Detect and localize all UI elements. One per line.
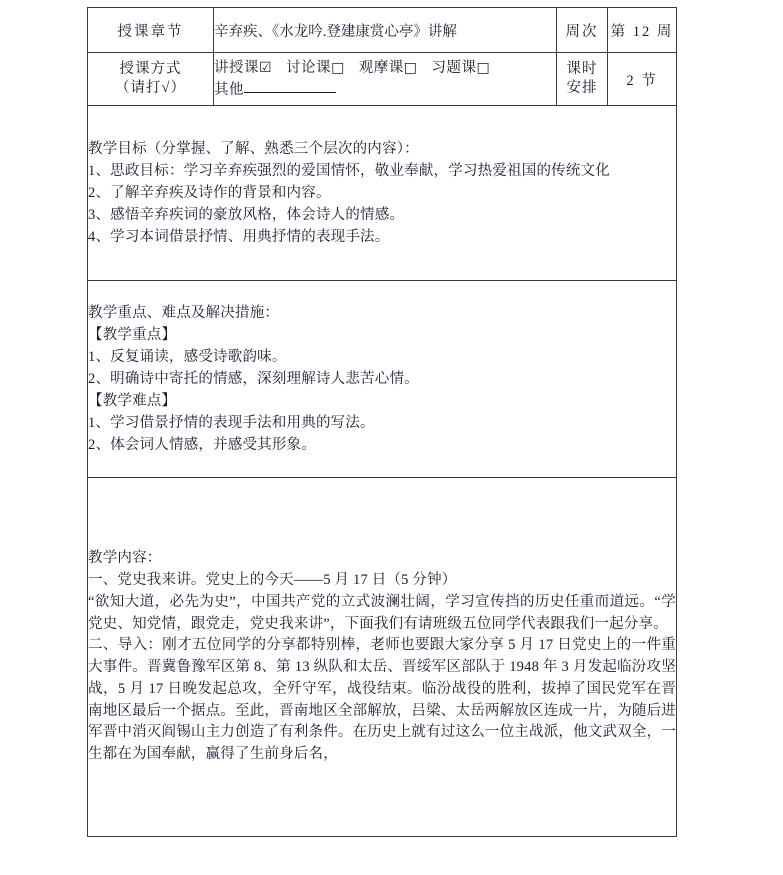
keypoints-difficulty-item-2: 2、体会词人情感，并感受其形象。 bbox=[88, 437, 316, 454]
keypoints-difficulty-item-1: 1、学习借景抒情的表现手法和用典的写法。 bbox=[88, 415, 375, 432]
content-paragraph-two: 二、导入：刚才五位同学的分享都特别棒，老师也要跟大家分享 5 月 17 日党史上的一件重大事件。晋冀鲁豫军区第 8、第 13 纵队和太岳、晋绥军区部队于 1948 年 3 月发起临汾攻坚战，5 月 17 日晚发起总攻，全歼守军，战役结束。临汾战役的胜利，拔掉了国民党军在晋南地区最后一个据点。至此，晋南地区全部解放，吕梁、太岳两解放区连成一片，为随后进军晋中消灭阎锡山主力创造了有利条件。在历史上就有过这么一位主战派，他文武双全，一生都在为国奉献，赢得了生前身后名， bbox=[88, 637, 676, 762]
method-option-observation-label: 观摩课 bbox=[358, 59, 404, 76]
method-label-line2: （请打√） bbox=[115, 80, 186, 96]
method-option-discussion-checkbox[interactable]: □ bbox=[331, 59, 345, 76]
week-value-cell bbox=[608, 8, 677, 53]
objectives-item-2: 2、了解辛弃疾及诗作的背景和内容。 bbox=[88, 184, 331, 201]
method-other-row bbox=[214, 79, 556, 101]
hours-value: 2 节 bbox=[626, 72, 658, 89]
table-row-objectives bbox=[88, 106, 677, 281]
method-option-observation-checkbox[interactable]: □ bbox=[403, 59, 418, 76]
keypoints-difficulty-title: 【教学难点】 bbox=[88, 393, 177, 410]
hours-value-cell bbox=[608, 53, 677, 106]
lesson-plan-table bbox=[87, 7, 677, 837]
content-cell bbox=[88, 478, 677, 837]
objectives-heading: 教学目标（分掌握、了解、熟悉三个层次的内容）： bbox=[88, 140, 419, 157]
method-option-exercise-checkbox[interactable]: □ bbox=[476, 59, 491, 76]
chapter-label-cell bbox=[88, 8, 214, 53]
keypoints-focus-title: 【教学重点】 bbox=[88, 326, 177, 343]
chapter-value-cell bbox=[214, 8, 557, 53]
method-other-input[interactable] bbox=[244, 79, 336, 94]
method-label-cell bbox=[88, 53, 214, 106]
method-options-row bbox=[214, 58, 556, 79]
week-value: 第 12 周 bbox=[610, 23, 674, 40]
method-option-lecture-checkbox[interactable]: ☑ bbox=[259, 59, 273, 76]
table-row-keypoints bbox=[88, 281, 677, 478]
objectives-item-4: 4、学习本词借景抒情、用典抒情的表现手法。 bbox=[88, 229, 390, 246]
table-row-content bbox=[88, 478, 677, 837]
method-option-exercise-label: 习题课 bbox=[431, 59, 477, 76]
chapter-value: 辛弃疾、《水龙吟.登建康赏心亭》讲解 bbox=[214, 23, 457, 40]
method-label-line1: 授课方式 bbox=[119, 61, 182, 78]
objectives-cell bbox=[88, 106, 677, 281]
content-section-one: 一、党史我来讲。党史上的今天——5 月 17 日（5 分钟） bbox=[88, 572, 457, 588]
method-option-discussion-label: 讨论课 bbox=[286, 59, 332, 76]
hours-label-line2: 安排 bbox=[566, 80, 598, 96]
table-row-method bbox=[88, 53, 677, 106]
keypoints-heading: 教学重点、难点及解决措施： bbox=[88, 304, 280, 321]
method-other-label: 其他 bbox=[214, 81, 244, 98]
table-row-chapter bbox=[88, 8, 677, 53]
objectives-item-3: 3、感悟辛弃疾词的豪放风格，体会诗人的情感。 bbox=[88, 207, 405, 224]
hours-label-line1: 课时 bbox=[566, 61, 598, 78]
content-heading: 教学内容： bbox=[88, 550, 162, 567]
chapter-label: 授课章节 bbox=[117, 23, 184, 40]
method-options-cell bbox=[214, 53, 557, 106]
keypoints-cell bbox=[88, 281, 677, 478]
keypoints-focus-item-2: 2、明确诗中寄托的情感，深刻理解诗人悲苦心情。 bbox=[88, 370, 419, 387]
objectives-item-1: 1、思政目标：学习辛弃疾强烈的爱国情怀，敬业奉献，学习热爱祖国的传统文化 bbox=[88, 162, 610, 179]
content-paragraph-one: “欲知大道，必先为史”，中国共产党的立式波澜壮阔，学习宣传挡的历史任重而道远。“学党史、知党情，跟党走，党史我来讲”，下面我们有请班级五位同学代表跟我们一起分享。 bbox=[88, 593, 676, 632]
keypoints-focus-item-1: 1、反复诵读，感受诗歌韵味。 bbox=[88, 348, 287, 365]
week-label: 周次 bbox=[565, 23, 599, 40]
hours-label-cell bbox=[557, 53, 608, 106]
week-label-cell bbox=[557, 8, 608, 53]
method-option-lecture-label: 讲授课 bbox=[214, 59, 259, 76]
